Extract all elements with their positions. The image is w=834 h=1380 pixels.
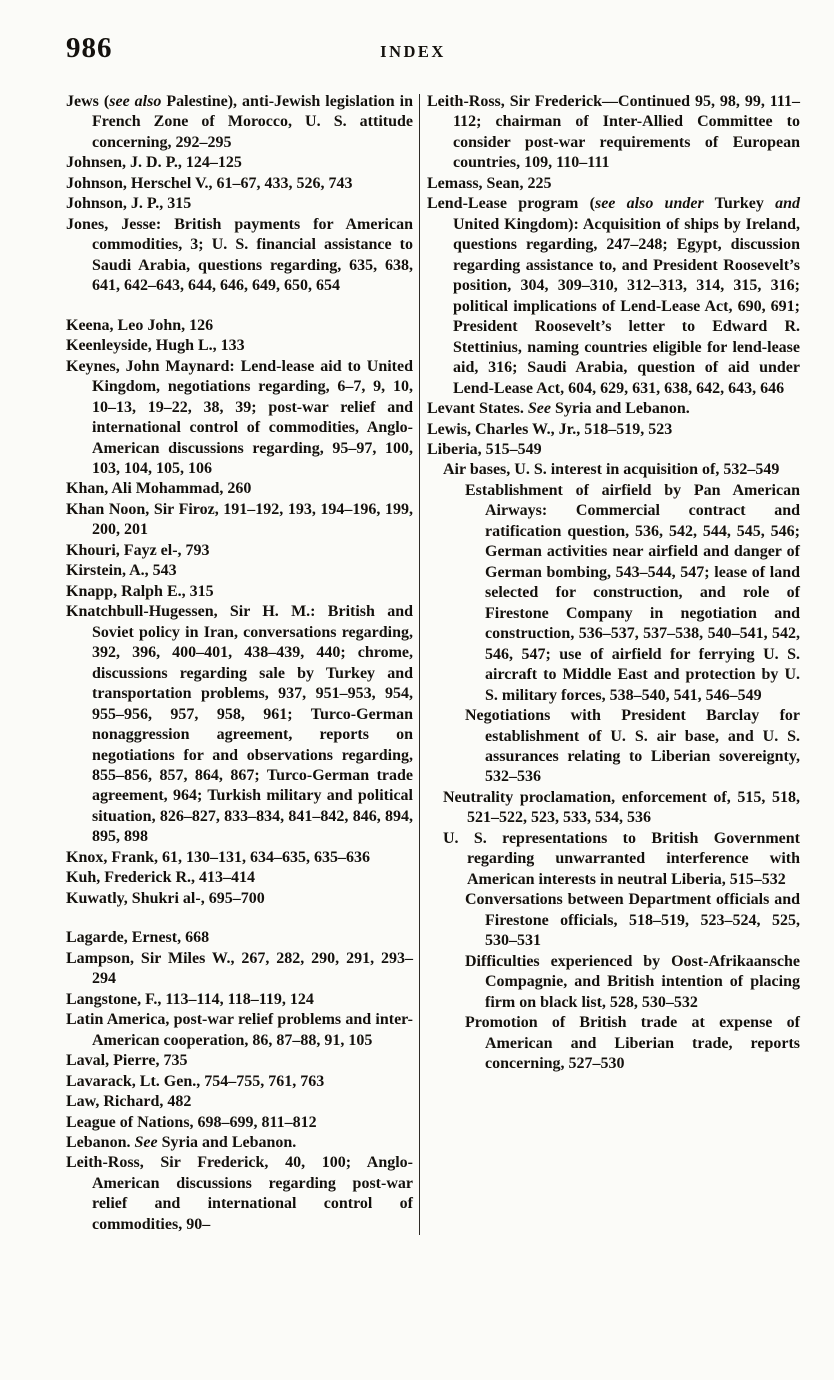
index-entry-text: Lavarack, Lt. Gen., 754–755, 761, 763	[66, 1072, 325, 1090]
index-entry	[66, 889, 413, 909]
index-entry	[66, 561, 413, 581]
index-entry-cross-reference: See	[527, 400, 551, 418]
index-entry-text: League of Nations, 698–699, 811–812	[66, 1113, 317, 1131]
index-entry-text: Promotion of British trade at expense of American and Liberian trade, reports concerning, 527–530	[465, 1014, 800, 1073]
index-entry-text: Laval, Pierre, 735	[66, 1052, 188, 1070]
index-entry-text: Difficulties experienced by Oost-Afrikaansche Compagnie, and British intention of placing firm on black list, 528, 530–532	[465, 952, 800, 1011]
index-entry	[66, 500, 413, 541]
index-entry-text: Neutrality proclamation, enforcement of, 515, 518, 521–522, 523, 533, 534, 536	[443, 788, 800, 827]
index-entry	[66, 1010, 413, 1051]
index-entry-text: Khan, Ali Mohammad, 260	[66, 480, 252, 498]
index-entry-text: Lampson, Sir Miles W., 267, 282, 290, 291, 293–294	[66, 949, 413, 988]
index-entry	[66, 92, 413, 153]
index-entry-text: U. S. representations to British Government regarding unwarranted interference with American interests in neutral Liberia, 515–532	[443, 829, 800, 888]
index-entry	[66, 194, 413, 214]
index-entry-text: Lebanon.	[66, 1133, 135, 1151]
page-header	[66, 34, 800, 68]
index-entry	[66, 215, 413, 297]
index-entry	[66, 479, 413, 499]
index-entry-cross-reference: See	[134, 1133, 158, 1151]
index-entry-text: Syria and Lebanon.	[551, 400, 690, 418]
index-entry-text: Negotiations with President Barclay for establishment of U. S. air base, and U. S. assurances relating to Liberian sovereignty, 532–536	[465, 707, 800, 786]
index-entry-text: Kirstein, A., 543	[66, 562, 177, 580]
index-entry	[427, 460, 800, 480]
index-entry-text: Khouri, Fayz el-, 793	[66, 541, 210, 559]
index-entry-text: Air bases, U. S. interest in acquisition of, 532–549	[443, 461, 780, 479]
index-entry-text: Knox, Frank, 61, 130–131, 634–635, 635–636	[66, 848, 371, 866]
index-entry-text: Lagarde, Ernest, 668	[66, 929, 210, 947]
index-entry	[66, 1092, 413, 1112]
index-entry	[427, 890, 800, 951]
index-entry	[66, 1072, 413, 1092]
index-entry	[66, 848, 413, 868]
index-entry-text: Kuwatly, Shukri al-, 695–700	[66, 889, 265, 907]
index-entry-text: Latin America, post-war relief problems and inter-American cooperation, 86, 87–88, 91, 105	[66, 1011, 413, 1049]
index-entry-text: Jones, Jesse: British payments for American commodities, 3; U. S. financial assistance to Saudi Arabia, questions regarding, 635, 638, 641, 642–643, 644, 646, 649, 650, 654	[66, 215, 413, 295]
index-entry-text: Law, Richard, 482	[66, 1093, 192, 1111]
index-entry-text: Syria and Lebanon.	[157, 1133, 297, 1151]
index-entry	[66, 990, 413, 1010]
page-number: 986	[66, 32, 113, 64]
index-entry	[66, 541, 413, 561]
index-entry-text: Johnsen, J. D. P., 124–125	[66, 154, 242, 172]
index-columns	[66, 92, 800, 1235]
index-entry-text: Knapp, Ralph E., 315	[66, 582, 214, 600]
index-entry-text: Liberia, 515–549	[427, 440, 542, 458]
index-entry-cross-reference: see also under	[594, 195, 704, 213]
index-entry-text: Palestine), anti-Jewish legislation in French Zone of Morocco, U. S. attitude concerning, 292–295	[92, 93, 413, 151]
index-entry-text: Jews (	[66, 93, 110, 110]
index-entry	[427, 92, 800, 174]
index-entry-text: Johnson, J. P., 315	[66, 195, 192, 213]
index-entry-text: Leith-Ross, Sir Frederick—Continued 95, 98, 99, 111–112; chairman of Inter-Allied Committee to consider post-war requirements of European countries, 109, 110–111	[427, 93, 800, 172]
index-entry	[427, 1013, 800, 1074]
index-entry-text: United Kingdom): Acquisition of ships by Ireland, questions regarding, 247–248; Egypt, discussion regarding assistance to, and President Roosevelt’s position, 304, 309–310, 312–313, 314, 315, 316; political implications of Lend-Lease Act, 690, 691; President Roosevelt’s letter to Edward R. Stettinius, naming countries eligible for lend-lease aid, 316; Saudi Arabia, question of aid under Lend-Lease Act, 604, 629, 631, 638, 642, 643, 646	[453, 215, 800, 397]
index-entry	[427, 174, 800, 194]
left-column	[66, 92, 413, 1235]
index-entry	[427, 788, 800, 829]
index-entry	[66, 582, 413, 602]
index-entry	[66, 602, 413, 848]
index-entry-cross-reference: see also	[109, 93, 162, 110]
index-entry-text: Keenleyside, Hugh L., 133	[66, 337, 245, 355]
index-entry-text: Lewis, Charles W., Jr., 518–519, 523	[427, 420, 673, 438]
index-entry-text: Leith-Ross, Sir Frederick, 40, 100; Anglo-American discussions regarding post-war relief and international control of commodities, 90–	[66, 1154, 413, 1233]
index-entry	[66, 174, 413, 194]
index-entry-text: Conversations between Department officials and Firestone officials, 518–519, 523–524, 525, 530–531	[465, 891, 800, 950]
index-entry	[66, 1153, 413, 1235]
index-entry-text: Kuh, Frederick R., 413–414	[66, 869, 256, 887]
index-entry	[427, 481, 800, 706]
index-entry-text: Lemass, Sean, 225	[427, 174, 552, 192]
index-entry-text: Turkey	[703, 195, 776, 213]
index-entry-text: Keena, Leo John, 126	[66, 316, 214, 334]
index-entry-text: Johnson, Herschel V., 61–67, 433, 526, 743	[66, 174, 353, 192]
index-entry-text: Establishment of airfield by Pan American Airways: Commercial contract and ratification question, 536, 542, 544, 545, 546; German activities near airfield and danger of German bombing, 543–544, 547; lease of land selected for construction, and role of Firestone Company in negotiation and construction, 536–537, 537–538, 540–541, 542, 546, 547; use of airfield for ferrying U. S. aircraft to Middle East and protection by U. S. military forces, 538–540, 541, 546–549	[465, 481, 800, 704]
index-entry	[66, 1133, 413, 1153]
index-entry	[66, 1113, 413, 1133]
index-entry-text: Lend-Lease program (	[427, 195, 595, 213]
index-entry	[427, 440, 800, 460]
index-entry	[66, 316, 413, 336]
index-entry	[66, 1051, 413, 1071]
page-title: INDEX	[380, 42, 446, 61]
index-entry	[66, 928, 413, 948]
index-entry	[66, 949, 413, 990]
index-entry	[427, 194, 800, 399]
index-entry-text: Khan Noon, Sir Firoz, 191–192, 193, 194–196, 199, 200, 201	[66, 500, 413, 539]
column-divider	[419, 94, 420, 1235]
index-entry-text: Langstone, F., 113–114, 118–119, 124	[66, 990, 314, 1008]
index-entry	[66, 868, 413, 888]
index-entry	[66, 336, 413, 356]
index-entry-text: Levant States.	[427, 400, 528, 418]
index-entry	[427, 706, 800, 788]
index-entry	[66, 357, 413, 480]
right-column	[427, 92, 800, 1235]
index-entry	[427, 420, 800, 440]
index-entry	[66, 153, 413, 173]
index-entry	[427, 952, 800, 1013]
index-entry	[427, 829, 800, 890]
index-entry	[427, 399, 800, 419]
index-entry-text: Knatchbull-Hugessen, Sir H. M.: British and Soviet policy in Iran, conversations regarding, 392, 396, 400–401, 438–439, 440; chrome, discussions regarding sale by Turkey and transportation problems, 937, 951–953, 954, 955–956, 957, 958, 961; Turco-German nonaggression agreement, reports on negotiations for and observations regarding, 855–856, 857, 864, 867; Turco-German trade agreement, 964; Turkish military and political situation, 826–827, 833–834, 841–842, 846, 894, 895, 898	[66, 603, 413, 846]
index-entry-cross-reference: and	[775, 195, 800, 213]
index-entry-text: Keynes, John Maynard: Lend-lease aid to United Kingdom, negotiations regarding, 6–7, 9, 10, 10–13, 19–22, 38, 39; post-war relief and international control of commodities, Anglo-American discussions regarding, 95–97, 100, 103, 104, 105, 106	[66, 357, 413, 477]
